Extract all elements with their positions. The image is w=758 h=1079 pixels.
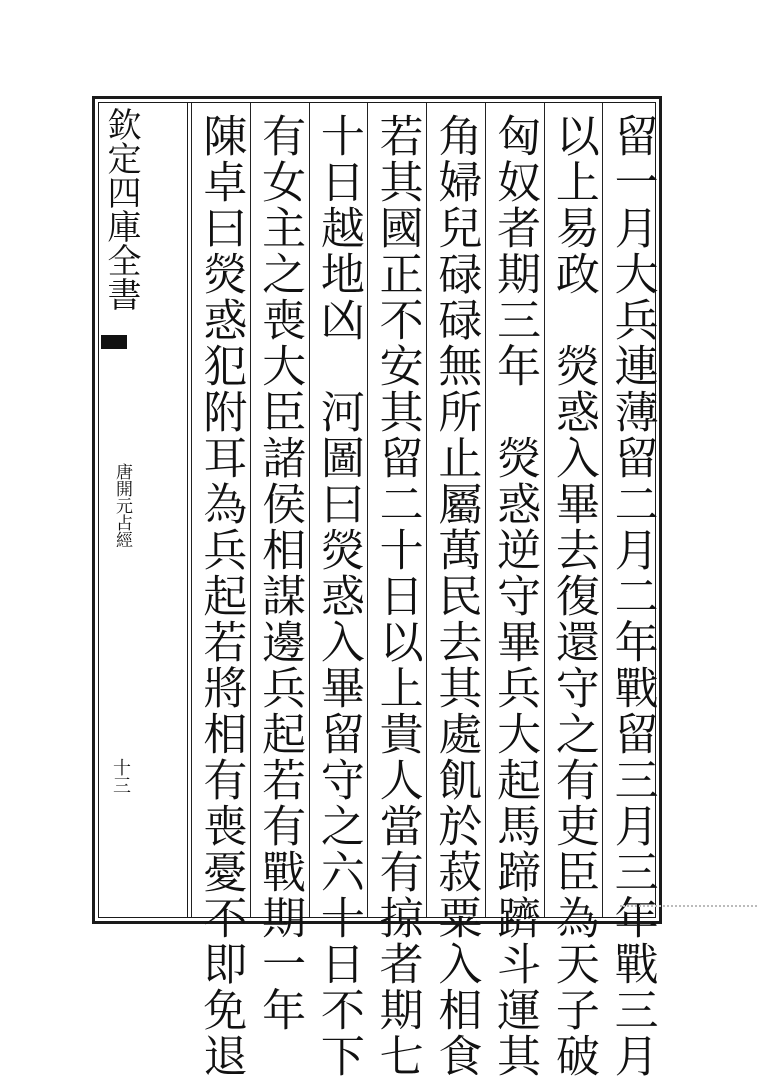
margin-column (99, 103, 187, 917)
text-column: 留一月大兵連薄留二月二年戰留三月三年戰三月 (606, 113, 658, 1079)
text-column: 角婦兒碌碌無所止屬萬民去其處飢於菽粟入相食 (430, 113, 482, 1079)
page-frame (92, 96, 662, 1079)
text-column: 若其國正不安其留二十日以上貴人當有掠者期七 (371, 113, 423, 1079)
text-column: 十日越地凶 河圖曰熒惑入畢留守之六十日不下 (312, 113, 364, 1079)
edge-dots (620, 905, 758, 937)
book-title: 欽定四庫全書 (101, 107, 141, 311)
text-column: 匈奴者期三年 熒惑逆守畢兵大起馬蹄躋斗運其 (489, 113, 541, 1079)
chapter-title: 唐開元占經 (112, 463, 132, 548)
text-column: 以上易政 熒惑入畢去復還守之有吏臣為天子破 (547, 113, 599, 1079)
text-column: 陳卓曰熒惑犯附耳為兵起若將相有喪憂不即免退 (195, 113, 247, 1079)
fish-tail-mark (101, 335, 127, 349)
page-number: 十三 (110, 758, 131, 794)
text-column: 有女主之喪大臣諸侯相謀邊兵起若有戰期一年 (254, 113, 306, 1033)
page-frame-inner (98, 102, 658, 1079)
